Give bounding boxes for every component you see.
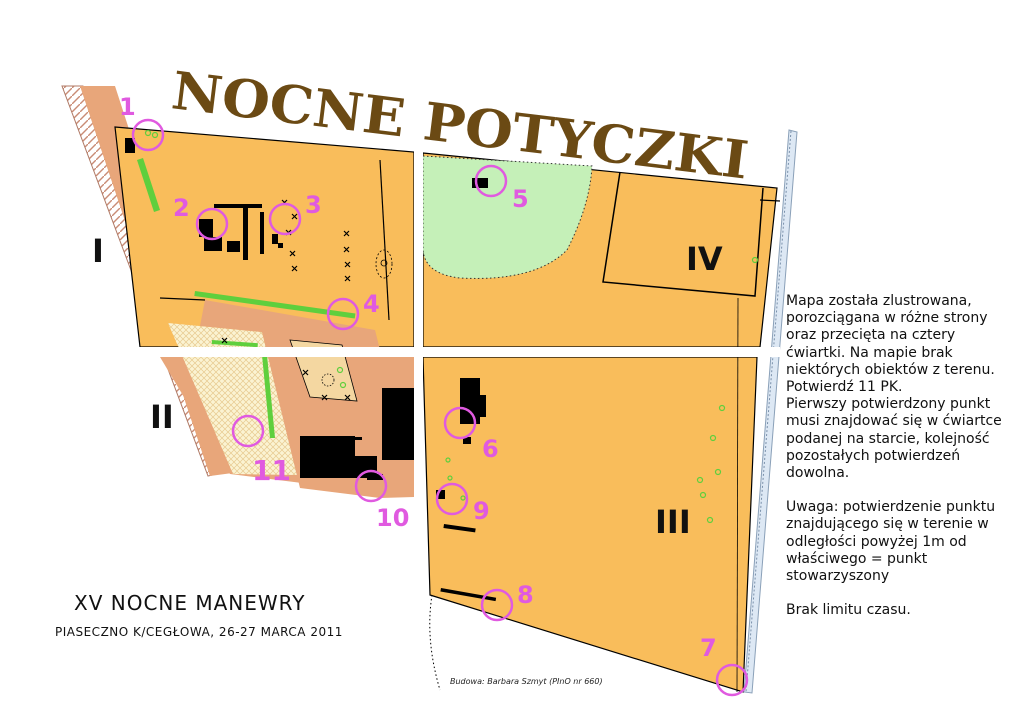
control-number-4: 4 <box>363 290 380 318</box>
control-number-7: 7 <box>700 634 717 662</box>
instructions-order-rule: Pierwszy potwierdzony punkt musi znajdować się w ćwiartce podanej na starcie, kolejność pozostałych potwierdzeń dowolna. <box>786 396 1002 482</box>
control-number-9: 9 <box>473 497 490 525</box>
control-number-3: 3 <box>305 191 322 219</box>
instructions-intro: Mapa została zlustrowana, porozciągana w różne strony oraz przecięta na cztery ćwiartki. Na mapie brak niektórych obiektów z terenu. <box>786 293 995 378</box>
quadrant-label-3: III <box>655 503 691 541</box>
control-number-6: 6 <box>482 435 499 463</box>
control-number-11: 11 <box>252 454 291 487</box>
control-number-5: 5 <box>512 185 529 213</box>
instructions-time-limit: Brak limitu czasu. <box>786 602 911 619</box>
quadrant-label-2: II <box>150 398 174 436</box>
instructions-control-count: Potwierdź 11 PK. <box>786 379 903 396</box>
control-number-1: 1 <box>119 93 136 121</box>
quadrant-label-1: I <box>92 232 104 270</box>
event-subtitle: PIASECZNO K/CEGŁOWA, 26-27 MARCA 2011 <box>55 625 343 639</box>
control-number-10: 10 <box>376 504 410 532</box>
instructions-warning: Uwaga: potwierdzenie punktu znajdującego się w terenie w odległości powyżej 1m od właściwego = punkt stowarzyszony <box>786 499 996 585</box>
control-number-8: 8 <box>517 581 534 609</box>
control-number-2: 2 <box>173 194 190 222</box>
quadrant-label-4: IV <box>686 240 723 278</box>
course-setter-credit: Budowa: Barbara Szmyt (PInO nr 660) <box>450 677 603 686</box>
map-instructions <box>786 293 1006 619</box>
map-title: NOCNE POTYCZKI <box>168 60 720 188</box>
event-title: XV NOCNE MANEWRY <box>74 591 306 615</box>
